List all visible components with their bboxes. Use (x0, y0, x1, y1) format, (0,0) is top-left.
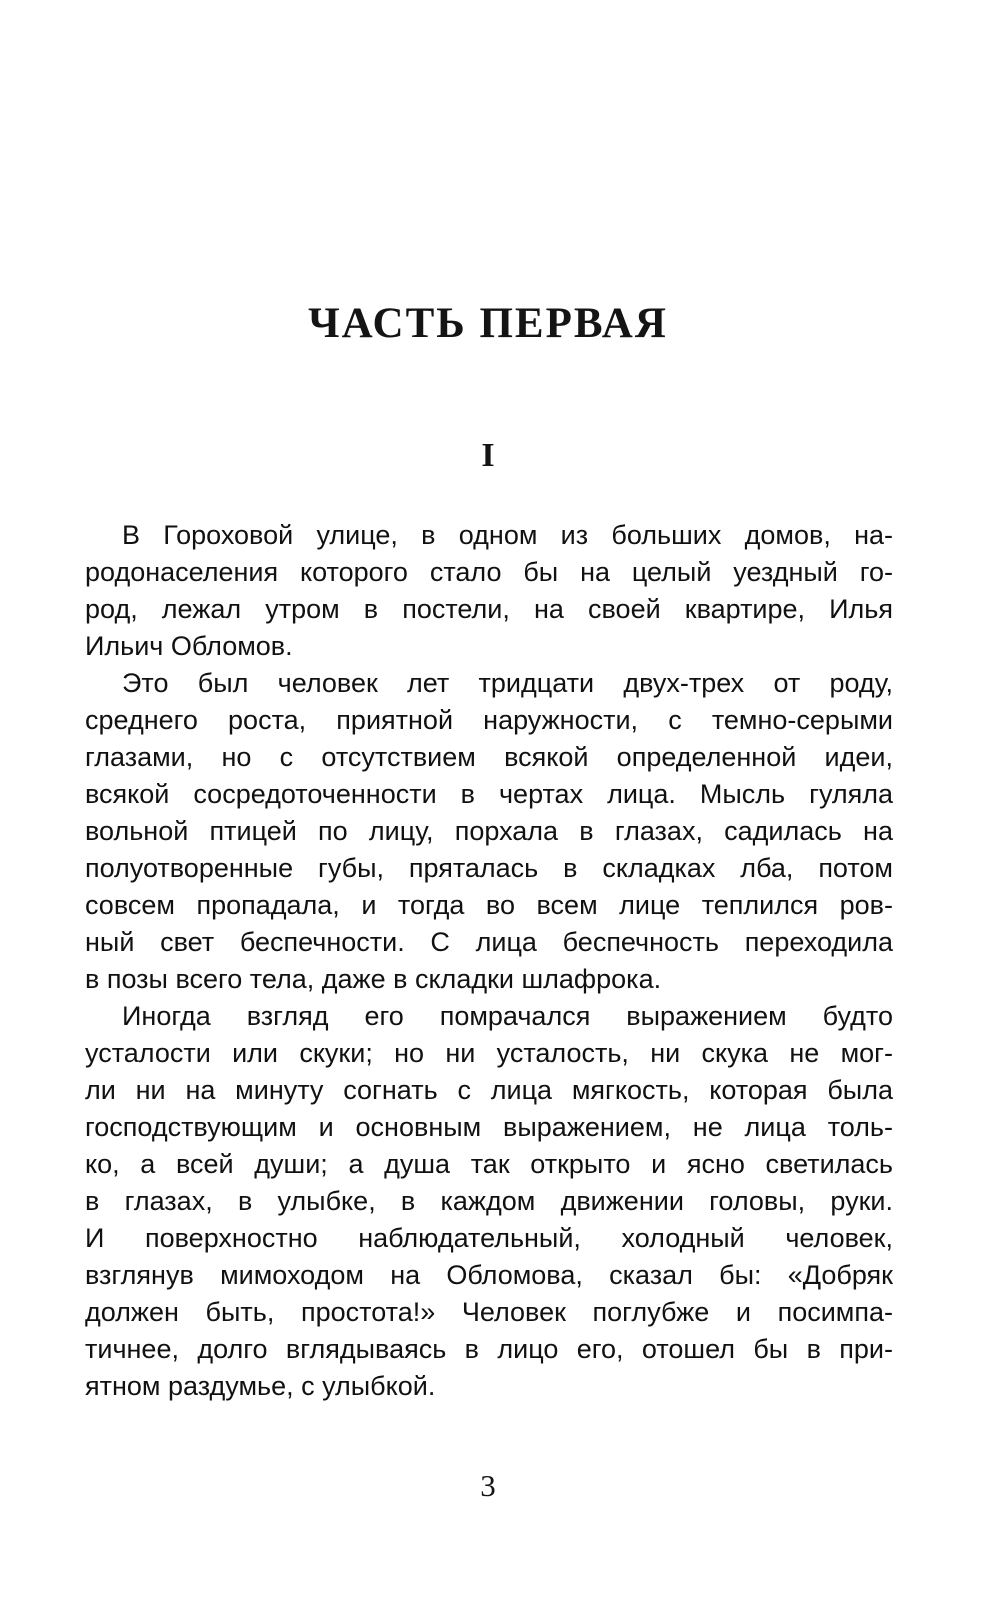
text-line: полуотворенные губы, пряталась в складках лба, потом (85, 853, 893, 883)
text-line: взглянув мимоходом на Обломова, сказал бы: «Добряк (85, 1260, 893, 1290)
text-line: Иногда взгляд его помрачался выражением будто (122, 1001, 893, 1031)
text-line: тичнее, долго вглядываясь в лицо его, отошел бы в при- (85, 1334, 893, 1364)
paragraph (85, 665, 893, 998)
text-line: ятном раздумье, с улыбкой. (85, 1371, 436, 1401)
text-line: ли ни на минуту согнать с лица мягкость, которая была (85, 1075, 893, 1105)
text-line: род, лежал утром в постели, на своей квартире, Илья (85, 594, 893, 624)
text-line: в глазах, в улыбке, в каждом движении головы, руки. (85, 1186, 893, 1216)
text-line: усталости или скуки; но ни усталость, ни скука не мог- (85, 1038, 893, 1068)
text-line: родонаселения которого стало бы на целый уездный го- (85, 557, 893, 587)
body-text (85, 517, 893, 1405)
text-line: вольной птицей по лицу, порхала в глазах, садилась на (85, 816, 893, 846)
text-line: совсем пропадала, и тогда во всем лице теплился ров- (85, 890, 893, 920)
text-line: в позы всего тела, даже в складки шлафрока. (85, 964, 662, 994)
paragraph (85, 517, 893, 665)
paragraph (85, 998, 893, 1405)
text-line: глазами, но с отсутствием всякой определенной идеи, (85, 742, 893, 772)
text-line: должен быть, простота!» Человек поглубже и посимпа- (85, 1297, 893, 1327)
text-line: В Гороховой улице, в одном из больших домов, на- (122, 520, 893, 550)
page-number: 3 (480, 1468, 496, 1503)
text-line: ный свет беспечности. С лица беспечность переходила (85, 927, 893, 957)
chapter-number: I (481, 437, 495, 474)
text-line: Ильич Обломов. (85, 631, 293, 661)
text-line: ко, а всей души; а душа так открыто и ясно светилась (85, 1149, 893, 1179)
text-line: господствующим и основным выражением, не лица толь- (85, 1112, 893, 1142)
text-line: среднего роста, приятной наружности, с темно-серыми (85, 705, 893, 735)
text-line: Это был человек лет тридцати двух-трех от роду, (122, 668, 893, 698)
text-line: И поверхностно наблюдательный, холодный человек, (85, 1223, 893, 1253)
text-line: всякой сосредоточенности в чертах лица. Мысль гуляла (85, 779, 893, 809)
part-title: ЧАСТЬ ПЕРВАЯ (308, 300, 668, 347)
